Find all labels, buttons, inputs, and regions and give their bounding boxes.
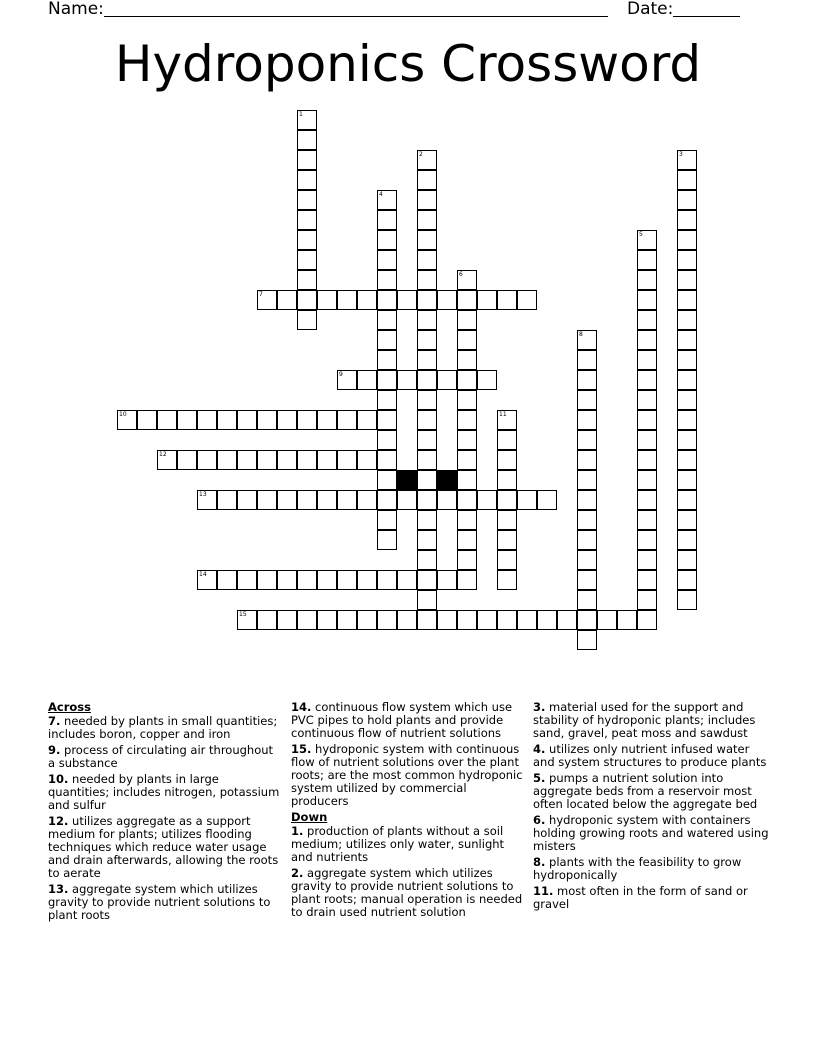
clue-number: 4 [379, 191, 383, 198]
crossword-cell[interactable] [477, 610, 497, 630]
crossword-cell[interactable] [457, 490, 477, 510]
crossword-cell[interactable] [637, 290, 657, 310]
crossword-cell[interactable] [317, 290, 337, 310]
crossword-cell[interactable] [297, 410, 317, 430]
clue-text: continuous flow system which use PVC pipes to hold plants and provide continuous flow of nutrient solutions [291, 700, 513, 740]
crossword-cell[interactable] [577, 430, 597, 450]
clue-item [291, 743, 523, 808]
clue-number-label: 8. [533, 855, 546, 869]
crossword-cell[interactable] [417, 570, 437, 590]
crossword-cell[interactable] [317, 410, 337, 430]
crossword-cell[interactable] [257, 290, 277, 310]
crossword-cell[interactable] [417, 530, 437, 550]
clue-text: material used for the support and stability of hydroponic plants; includes sand, gravel, peat moss and sawdust [533, 700, 756, 740]
crossword-cell[interactable] [677, 470, 697, 490]
clue-number-label: 6. [533, 813, 546, 827]
crossword-cell[interactable] [637, 330, 657, 350]
crossword-cell[interactable] [297, 150, 317, 170]
crossword-cell[interactable] [417, 210, 437, 230]
crossword-cell[interactable] [277, 570, 297, 590]
crossword-cell[interactable] [377, 270, 397, 290]
clue-text: aggregate system which utilizes gravity to provide nutrient solutions to plant roots [48, 882, 271, 922]
crossword-cell[interactable] [417, 390, 437, 410]
crossword-cell[interactable] [277, 610, 297, 630]
crossword-cell[interactable] [357, 610, 377, 630]
clue-number: 6 [459, 271, 463, 278]
crossword-cell[interactable] [597, 610, 617, 630]
clue-text: production of plants without a soil medium; utilizes only water, sunlight and nutrients [291, 824, 505, 864]
crossword-cell[interactable] [437, 370, 457, 390]
crossword-cell[interactable] [357, 450, 377, 470]
clue-text: aggregate system which utilizes gravity to provide nutrient solutions to plant roots; manual operation is needed to drain used nutrient solution [291, 866, 523, 919]
crossword-cell[interactable] [637, 490, 657, 510]
crossword-cell[interactable] [477, 370, 497, 390]
crossword-cell[interactable] [497, 470, 517, 490]
crossword-cell[interactable] [497, 430, 517, 450]
crossword-cell[interactable] [457, 410, 477, 430]
crossword-cell[interactable] [377, 250, 397, 270]
crossword-cell[interactable] [637, 530, 657, 550]
clue-number: 2 [419, 151, 423, 158]
crossword-cell[interactable] [197, 410, 217, 430]
clue-number: 9 [339, 371, 343, 378]
clue-item [48, 815, 280, 880]
clue-item [533, 701, 773, 740]
clue-number: 13 [199, 491, 207, 498]
crossword-cell[interactable] [337, 490, 357, 510]
crossword-cell[interactable] [677, 510, 697, 530]
crossword-cell[interactable] [277, 490, 297, 510]
crossword-cell[interactable] [517, 610, 537, 630]
crossword-cell[interactable] [417, 450, 437, 470]
crossword-cell[interactable] [457, 510, 477, 530]
crossword-cell[interactable] [457, 430, 477, 450]
clue-number-label: 5. [533, 771, 546, 785]
clue-number: 8 [579, 331, 583, 338]
black-square [397, 470, 417, 490]
crossword-cell[interactable] [617, 610, 637, 630]
crossword-cell[interactable] [497, 550, 517, 570]
clue-number-label: 10. [48, 772, 69, 786]
across-heading: Across [48, 700, 91, 714]
crossword-cell[interactable] [457, 570, 477, 590]
crossword-cell[interactable] [497, 450, 517, 470]
crossword-cell[interactable] [417, 350, 437, 370]
crossword-cell[interactable] [297, 130, 317, 150]
crossword-cell[interactable] [337, 410, 357, 430]
clue-number: 14 [199, 571, 207, 578]
crossword-cell[interactable] [237, 610, 257, 630]
crossword-cell[interactable] [677, 550, 697, 570]
crossword-cell[interactable] [677, 490, 697, 510]
crossword-cell[interactable] [397, 290, 417, 310]
crossword-cell[interactable] [297, 230, 317, 250]
clue-number-label: 7. [48, 714, 61, 728]
crossword-cell[interactable] [457, 370, 477, 390]
crossword-cell[interactable] [417, 590, 437, 610]
crossword-cell[interactable] [317, 450, 337, 470]
crossword-cell[interactable] [457, 450, 477, 470]
crossword-cell[interactable] [677, 310, 697, 330]
crossword-cell[interactable] [257, 410, 277, 430]
clue-text: needed by plants in small quantities; includes boron, copper and iron [48, 714, 278, 741]
crossword-cell[interactable] [577, 530, 597, 550]
crossword-cell[interactable] [217, 450, 237, 470]
crossword-cell[interactable] [637, 410, 657, 430]
crossword-cell[interactable] [417, 470, 437, 490]
clue-item [533, 885, 773, 911]
crossword-cell[interactable] [377, 390, 397, 410]
crossword-cell[interactable] [637, 470, 657, 490]
clue-number-label: 11. [533, 884, 554, 898]
crossword-cell[interactable] [297, 170, 317, 190]
crossword-cell[interactable] [417, 290, 437, 310]
crossword-cell[interactable] [417, 510, 437, 530]
date-label: Date: [627, 0, 674, 19]
crossword-cell[interactable] [497, 610, 517, 630]
crossword-cell[interactable] [297, 110, 317, 130]
crossword-cell[interactable] [417, 490, 437, 510]
crossword-cell[interactable] [637, 570, 657, 590]
clue-text: plants with the feasibility to grow hydroponically [533, 855, 742, 882]
crossword-cell[interactable] [637, 550, 657, 570]
crossword-cell[interactable] [457, 470, 477, 490]
clue-number: 5 [639, 231, 643, 238]
crossword-cell[interactable] [177, 450, 197, 470]
crossword-cell[interactable] [637, 250, 657, 270]
crossword-cell[interactable] [677, 190, 697, 210]
crossword-cell[interactable] [457, 610, 477, 630]
crossword-cell[interactable] [377, 570, 397, 590]
crossword-cell[interactable] [377, 310, 397, 330]
crossword-cell[interactable] [577, 470, 597, 490]
crossword-cell[interactable] [297, 490, 317, 510]
crossword-cell[interactable] [397, 570, 417, 590]
crossword-cell[interactable] [197, 450, 217, 470]
crossword-cell[interactable] [417, 170, 437, 190]
clue-number-label: 2. [291, 866, 304, 880]
crossword-cell[interactable] [457, 550, 477, 570]
clue-number: 12 [159, 451, 167, 458]
crossword-cell[interactable] [257, 490, 277, 510]
crossword-cell[interactable] [477, 290, 497, 310]
crossword-cell[interactable] [417, 430, 437, 450]
crossword-cell[interactable] [417, 310, 437, 330]
crossword-cell[interactable] [497, 490, 517, 510]
crossword-cell[interactable] [377, 210, 397, 230]
crossword-cell[interactable] [217, 570, 237, 590]
clue-text: pumps a nutrient solution into aggregate beds from a reservoir most often located below the aggregate bed [533, 771, 758, 811]
crossword-cell[interactable] [277, 450, 297, 470]
crossword-cell[interactable] [357, 370, 377, 390]
clue-item [48, 744, 280, 770]
crossword-cell[interactable] [577, 490, 597, 510]
crossword-cell[interactable] [437, 610, 457, 630]
clue-item [48, 715, 280, 741]
crossword-cell[interactable] [457, 390, 477, 410]
crossword-cell[interactable] [577, 630, 597, 650]
crossword-cell[interactable] [457, 530, 477, 550]
crossword-cell[interactable] [557, 610, 577, 630]
crossword-cell[interactable] [297, 290, 317, 310]
crossword-cell[interactable] [277, 410, 297, 430]
clue-item [48, 883, 280, 922]
clue-number: 15 [239, 611, 247, 618]
clue-number-label: 14. [291, 700, 312, 714]
crossword-cell[interactable] [437, 490, 457, 510]
crossword-cell[interactable] [677, 330, 697, 350]
clue-text: needed by plants in large quantities; includes nitrogen, potassium and sulfur [48, 772, 280, 812]
crossword-cell[interactable] [257, 610, 277, 630]
clue-item [291, 825, 523, 864]
clue-number-label: 13. [48, 882, 69, 896]
crossword-cell[interactable] [137, 410, 157, 430]
crossword-cell[interactable] [297, 250, 317, 270]
crossword-cell[interactable] [677, 250, 697, 270]
crossword-cell[interactable] [377, 330, 397, 350]
crossword-cell[interactable] [577, 370, 597, 390]
crossword-cell[interactable] [377, 610, 397, 630]
crossword-cell[interactable] [497, 570, 517, 590]
crossword-cell[interactable] [677, 270, 697, 290]
crossword-cell[interactable] [317, 490, 337, 510]
crossword-cell[interactable] [517, 490, 537, 510]
clue-text: hydroponic system with containers holding growing roots and watered using misters [533, 813, 769, 853]
clue-item [533, 856, 773, 882]
black-square [437, 470, 457, 490]
crossword-cell[interactable] [377, 350, 397, 370]
crossword-cell[interactable] [417, 330, 437, 350]
crossword-cell[interactable] [637, 390, 657, 410]
crossword-cell[interactable] [417, 230, 437, 250]
clue-column-1 [48, 701, 280, 925]
crossword-cell[interactable] [437, 570, 457, 590]
crossword-cell[interactable] [677, 450, 697, 470]
crossword-cell[interactable] [377, 470, 397, 490]
crossword-cell[interactable] [677, 230, 697, 250]
crossword-cell[interactable] [537, 490, 557, 510]
crossword-cell[interactable] [437, 290, 457, 310]
crossword-cell[interactable] [357, 570, 377, 590]
crossword-cell[interactable] [157, 450, 177, 470]
crossword-cell[interactable] [377, 370, 397, 390]
clue-number: 1 [299, 111, 303, 118]
crossword-cell[interactable] [417, 610, 437, 630]
crossword-cell[interactable] [257, 570, 277, 590]
clue-number-label: 1. [291, 824, 304, 838]
crossword-cell[interactable] [677, 530, 697, 550]
crossword-cell[interactable] [417, 370, 437, 390]
clue-number: 11 [499, 411, 507, 418]
crossword-cell[interactable] [177, 410, 197, 430]
crossword-cell[interactable] [577, 510, 597, 530]
clue-number-label: 4. [533, 742, 546, 756]
crossword-cell[interactable] [237, 570, 257, 590]
crossword-cell[interactable] [577, 410, 597, 430]
crossword-cell[interactable] [637, 610, 657, 630]
crossword-cell[interactable] [377, 530, 397, 550]
crossword-cell[interactable] [417, 150, 437, 170]
crossword-cell[interactable] [577, 450, 597, 470]
crossword-cell[interactable] [577, 550, 597, 570]
crossword-cell[interactable] [637, 350, 657, 370]
crossword-cell[interactable] [357, 290, 377, 310]
crossword-cell[interactable] [357, 490, 377, 510]
crossword-cell[interactable] [237, 410, 257, 430]
clue-text: most often in the form of sand or gravel [533, 884, 748, 911]
crossword-cell[interactable] [237, 490, 257, 510]
crossword-cell[interactable] [497, 510, 517, 530]
crossword-cell[interactable] [577, 610, 597, 630]
crossword-cell[interactable] [637, 230, 657, 250]
crossword-cell[interactable] [417, 410, 437, 430]
crossword-cell[interactable] [477, 490, 497, 510]
crossword-cell[interactable] [577, 570, 597, 590]
crossword-cell[interactable] [337, 290, 357, 310]
crossword-cell[interactable] [197, 490, 217, 510]
crossword-cell[interactable] [237, 450, 257, 470]
crossword-cell[interactable] [377, 510, 397, 530]
clue-item [533, 814, 773, 853]
crossword-cell[interactable] [337, 570, 357, 590]
crossword-cell[interactable] [637, 430, 657, 450]
clue-item [291, 867, 523, 919]
crossword-cell[interactable] [637, 370, 657, 390]
crossword-cell[interactable] [677, 370, 697, 390]
crossword-cell[interactable] [417, 270, 437, 290]
crossword-cell[interactable] [257, 450, 277, 470]
clue-text: utilizes only nutrient infused water and system structures to produce plants [533, 742, 767, 769]
clue-item [291, 701, 523, 740]
crossword-cell[interactable] [677, 290, 697, 310]
crossword-cell[interactable] [577, 350, 597, 370]
name-label: Name: [48, 0, 104, 19]
crossword-cell[interactable] [297, 270, 317, 290]
clue-item [533, 743, 773, 769]
crossword-cell[interactable] [457, 270, 477, 290]
crossword-cell[interactable] [417, 550, 437, 570]
crossword-cell[interactable] [417, 190, 437, 210]
crossword-cell[interactable] [497, 410, 517, 430]
crossword-cell[interactable] [577, 390, 597, 410]
crossword-cell[interactable] [377, 430, 397, 450]
crossword-cell[interactable] [397, 610, 417, 630]
crossword-cell[interactable] [377, 490, 397, 510]
crossword-cell[interactable] [117, 410, 137, 430]
clue-column-3 [533, 701, 773, 914]
crossword-cell[interactable] [297, 310, 317, 330]
clue-text: utilizes aggregate as a support medium for plants; utilizes flooding techniques which reduce water usage and drain afterwards, allowing the roots to aerate [48, 814, 279, 880]
crossword-cell[interactable] [677, 410, 697, 430]
crossword-cell[interactable] [297, 190, 317, 210]
crossword-cell[interactable] [297, 450, 317, 470]
clue-number-label: 3. [533, 700, 546, 714]
crossword-cell[interactable] [377, 190, 397, 210]
crossword-cell[interactable] [397, 370, 417, 390]
down-heading: Down [291, 810, 328, 824]
crossword-cell[interactable] [637, 270, 657, 290]
crossword-cell[interactable] [677, 430, 697, 450]
crossword-cell[interactable] [377, 230, 397, 250]
crossword-cell[interactable] [457, 330, 477, 350]
crossword-cell[interactable] [297, 570, 317, 590]
clue-number-label: 12. [48, 814, 69, 828]
clue-item [533, 772, 773, 811]
crossword-cell[interactable] [197, 570, 217, 590]
crossword-cell[interactable] [377, 450, 397, 470]
crossword-cell[interactable] [577, 330, 597, 350]
crossword-cell[interactable] [417, 250, 437, 270]
crossword-cell[interactable] [637, 510, 657, 530]
clue-column-2 [291, 701, 523, 922]
crossword-cell[interactable] [357, 410, 377, 430]
clue-item [48, 773, 280, 812]
crossword-cell[interactable] [457, 350, 477, 370]
crossword-cell[interactable] [677, 570, 697, 590]
crossword-cell[interactable] [397, 490, 417, 510]
crossword-cell[interactable] [377, 410, 397, 430]
crossword-cell[interactable] [297, 610, 317, 630]
crossword-cell[interactable] [677, 590, 697, 610]
crossword-cell[interactable] [677, 150, 697, 170]
clue-number-label: 15. [291, 742, 312, 756]
crossword-cell[interactable] [317, 610, 337, 630]
crossword-cell[interactable] [217, 410, 237, 430]
crossword-cell[interactable] [457, 310, 477, 330]
crossword-cell[interactable] [337, 370, 357, 390]
crossword-cell[interactable] [637, 310, 657, 330]
page-title: Hydroponics Crossword [114, 35, 702, 93]
clue-number-label: 9. [48, 743, 61, 757]
crossword-cell[interactable] [537, 610, 557, 630]
clue-number: 7 [259, 291, 263, 298]
crossword-cell[interactable] [677, 350, 697, 370]
clue-text: hydroponic system with continuous flow of nutrient solutions over the plant roots; are the most common hydroponic system utilized by commercial producers [291, 742, 523, 808]
crossword-cell[interactable] [377, 290, 397, 310]
clue-text: process of circulating air throughout a substance [48, 743, 274, 770]
crossword-cell[interactable] [157, 410, 177, 430]
crossword-cell[interactable] [517, 290, 537, 310]
crossword-cell[interactable] [337, 450, 357, 470]
crossword-cell[interactable] [217, 490, 237, 510]
crossword-cell[interactable] [637, 590, 657, 610]
crossword-cell[interactable] [277, 290, 297, 310]
crossword-cell[interactable] [637, 450, 657, 470]
crossword-cell[interactable] [677, 210, 697, 230]
crossword-cell[interactable] [337, 610, 357, 630]
crossword-cell[interactable] [677, 170, 697, 190]
clue-number: 10 [119, 411, 127, 418]
crossword-cell[interactable] [497, 290, 517, 310]
crossword-cell[interactable] [457, 290, 477, 310]
crossword-cell[interactable] [497, 530, 517, 550]
clue-number: 3 [679, 151, 683, 158]
crossword-cell[interactable] [577, 590, 597, 610]
crossword-cell[interactable] [297, 210, 317, 230]
crossword-cell[interactable] [677, 390, 697, 410]
crossword-cell[interactable] [317, 570, 337, 590]
